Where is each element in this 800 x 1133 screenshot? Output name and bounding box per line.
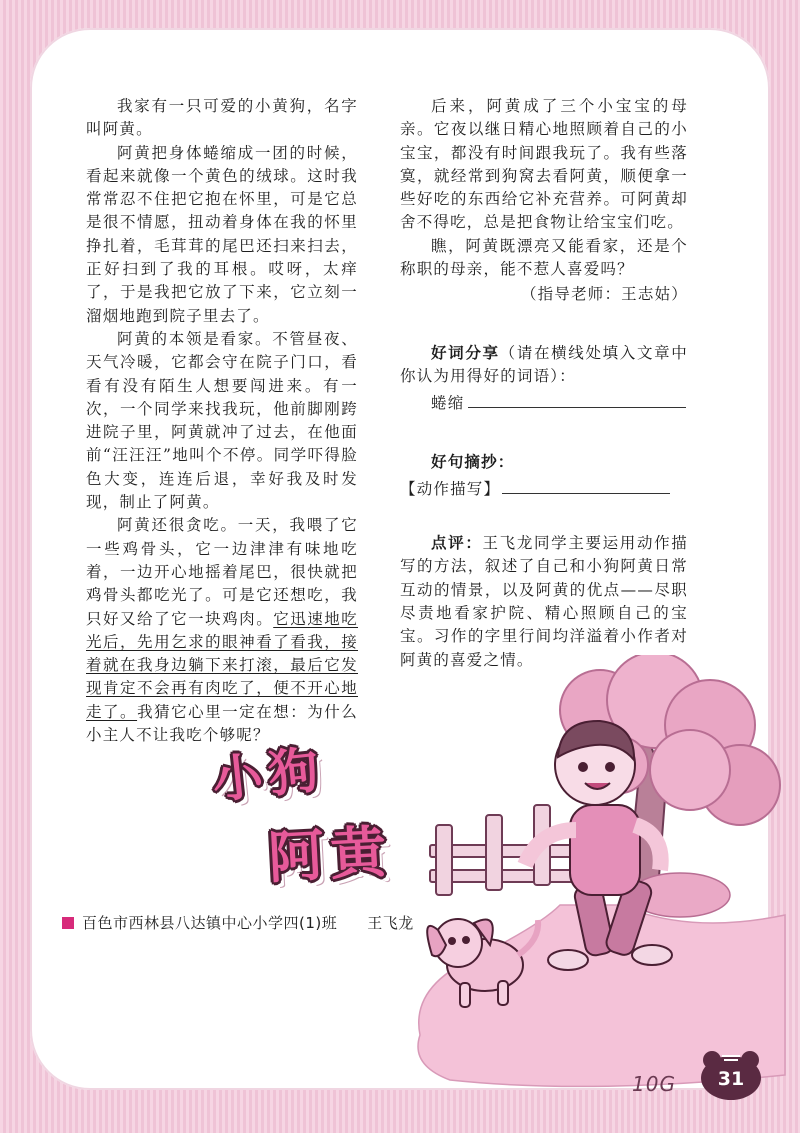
paragraph-1: 我家有一只可爱的小黄狗，名字叫阿黄。: [86, 97, 358, 139]
teacher-credit: （指导老师：王志姑）: [520, 285, 688, 304]
article-title: [200, 735, 420, 892]
good-words-blank-line[interactable]: [468, 407, 686, 408]
boy-and-dog-illustration: [390, 655, 790, 1095]
good-words-entry: [400, 392, 688, 415]
good-sentence-section: [400, 450, 688, 502]
page-number-small: 10G: [632, 1072, 676, 1096]
good-words-instruction: （请在横线处填入文章中你认为用得好的词语）：: [400, 343, 688, 385]
title-line-1: 小狗: [209, 740, 328, 810]
comment-section: [400, 531, 688, 672]
title-line-2: 阿黄: [266, 819, 394, 892]
good-word: 蜷缩: [431, 394, 465, 413]
article-right-column: [400, 95, 688, 672]
good-words-section: [400, 341, 688, 416]
page-number-badge: 31: [717, 1068, 745, 1090]
good-words-heading: [400, 341, 688, 389]
paragraph-3: 阿黄的本领是看家。不管昼夜、天气冷暖，它都会守在院子门口，看看有没有陌生人想要闯进来。有一次，一个同学来找我玩，他前脚刚跨进院子里，阿黄就冲了过去，在他面前“汪汪汪”地叫个不停。同学吓得脸色大变，连连后退，幸好我及时发现，制止了阿黄。: [86, 329, 358, 512]
paragraph-4: [86, 514, 358, 747]
good-sentence-heading: [400, 450, 688, 474]
article-left-column: [86, 95, 358, 747]
good-sentence-blank-line[interactable]: [502, 493, 670, 494]
comment-label: 点评：: [431, 533, 483, 553]
author-bar: [62, 912, 414, 933]
comment-text: [400, 531, 688, 672]
author-name: 王飞龙: [367, 914, 414, 932]
comment-body: 王飞龙同学主要运用动作描写的方法，叙述了自己和小狗阿黄日常互动的情景，以及阿黄的优点——尽职尽责地看家护院、精心照顾自己的宝宝。习作的字里行间均洋溢着小作者对阿黄的喜爱之情。: [400, 534, 688, 669]
underlined-sentence: 它迅速地吃光后，先用乞求的眼神看了看我，接着就在我身边躺下来打滚，最后它发现肯定不会再有肉吃了，便不开心地走了。: [86, 609, 358, 721]
good-sentence-tag: 【动作描写】: [400, 479, 501, 498]
paragraph-6: 瞧，阿黄既漂亮又能看家，还是个称职的母亲，能不惹人喜爱吗？: [400, 236, 688, 279]
wooden-fence: [430, 805, 580, 895]
good-sentence-entry: [400, 478, 688, 501]
good-words-label: 好词分享: [431, 342, 500, 362]
paragraph-5: 后来，阿黄成了三个小宝宝的母亲。它夜以继日精心地照顾着自己的小宝宝，都没有时间跟我玩了。我有些落寞，就经常到狗窝去看阿黄，顺便拿一些好吃的东西给它补充营养。可阿黄却舍不得吃，总是把食物让给宝宝们吃。: [400, 97, 688, 232]
good-sentence-label: 好句摘抄：: [431, 451, 515, 471]
paragraph-4-end: 我猜它心里一定在想：为什么小主人不让我吃个够呢？: [86, 702, 358, 745]
paragraph-2: 阿黄把身体蜷缩成一团的时候，看起来就像一个黄色的绒球。这时我常常忍不住把它抱在怀里，可是它总是很不情愿，扭动着身体在我的怀里挣扎着，毛茸茸的尾巴还扫来扫去，正好扫到了我的耳根。哎呀，太痒了，于是我把它放了下来，它立刻一溜烟地跑到院子里去了。: [86, 143, 358, 325]
paragraph-4-start: 阿黄还很贪吃。一天，我喂了它一些鸡骨头，它一边津津有味地吃着，一边开心地摇着尾巴，很快就把鸡骨头都吃光了。可是它还想吃，我只好又给了它一块鸡肉。: [86, 516, 358, 628]
author-school: 百色市西林县八达镇中心小学四(1)班: [82, 914, 338, 932]
pink-square-icon: [62, 917, 74, 929]
page-badge: [700, 1050, 762, 1100]
